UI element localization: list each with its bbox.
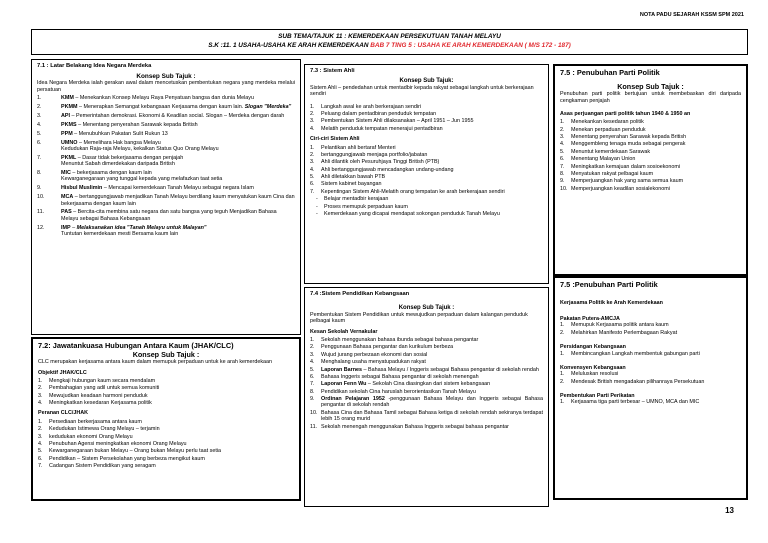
list-item [560, 379, 741, 385]
list-item [310, 145, 543, 151]
item-text: Kepentingan Sistem Ahli-Melatih orang tempatan ke arah berkerajaan sendiri [321, 188, 505, 195]
item-number: 6. [37, 139, 42, 146]
section-intro: Penubuhan parti politik bertujuan untuk membebaskan diri daripada cengkaman penjajah [560, 91, 741, 104]
section-7-5-a [553, 64, 748, 276]
item-number: 2. [37, 104, 42, 110]
item-number: 4. [310, 166, 315, 173]
item-keyword: API [61, 112, 70, 119]
list-item [310, 381, 543, 387]
item-number: 1. [560, 399, 565, 406]
section-subtitle: Konsep Sub Tajuk : [617, 81, 684, 91]
list-item [310, 352, 543, 358]
list-item [37, 131, 295, 137]
section-subtitle: Konsep Sub Tajuk : [132, 349, 200, 359]
item-text: Ahli dilantik oleh Pesuruhjaya Tinggi British (PTB) [321, 159, 440, 166]
item-text: Sekolah menggunakan bahasa ibunda sebagai bahasa pengantar [321, 337, 479, 344]
item-number: 1. [38, 418, 43, 425]
dash-bullet: - [316, 196, 318, 203]
list-item [37, 122, 295, 128]
item-keyword: PKMM [61, 104, 78, 110]
list-item [560, 134, 741, 140]
list-item [310, 367, 543, 373]
item-text: Penggunaan Bahasa pengantar dan kurikulum berbeza [321, 344, 454, 351]
vernacular-heading: Kesan Sekolah Vernakular [310, 328, 378, 335]
item-text: – Pemerintahan demokrasi. Ekonomi & Keadilan social. Slogan – Merdeka dengan darah [70, 112, 285, 119]
section-7-5-b [553, 276, 748, 500]
item-number: 3. [560, 134, 565, 141]
item-number: 2. [310, 111, 315, 118]
item-text: – [70, 224, 77, 231]
list-item [310, 167, 543, 173]
item-number: 11. [37, 209, 45, 216]
list-item [310, 104, 543, 110]
item-keyword: UMNO [61, 139, 78, 146]
item-number: 2. [560, 378, 565, 385]
item-text: Wujud jurang perbezaan ekonomi dan sosial [321, 351, 428, 358]
item-text: Ahli diletakkan bawah PTB [321, 174, 386, 181]
list-item [37, 104, 295, 110]
section-title: 7.5 :Penubuhan Parti Politik [560, 280, 658, 289]
item-number: 8. [560, 170, 565, 177]
item-number: 2. [310, 151, 315, 158]
list-item [310, 181, 543, 187]
list-item [38, 378, 294, 384]
dash-item [310, 204, 543, 210]
title-banner [31, 29, 748, 55]
list-item [310, 424, 543, 430]
section-title: 7.5 : Penubuhan Parti Politik [560, 68, 660, 77]
list-item [37, 140, 295, 153]
item-number: 1. [310, 337, 315, 344]
list-item [560, 149, 741, 155]
section-7-4 [304, 287, 549, 507]
item-text: – bekerjasama dengan kaum lain [70, 170, 152, 176]
item-text: Pembentukan Sistem Ahli dilaksanakan – April 1951 – Jun 1955 [321, 118, 474, 125]
item-text: Sistem kabinet bayangan [321, 181, 382, 188]
list-item [310, 359, 543, 365]
item-keyword: IMP [61, 224, 71, 231]
objectives-list [38, 378, 294, 407]
item-number: 6. [310, 373, 315, 380]
list-item [560, 186, 741, 192]
national-conference-heading: Persidangan Kebangsaan [560, 344, 626, 351]
list-item [310, 396, 543, 409]
list-item [560, 171, 741, 177]
item-text: Bahasa Cina dan Bahasa Tamil sebagai Bahasa ketiga di sekolah rendah sekiranya terdapat lebih 15 orang murid [321, 409, 543, 423]
list-item [560, 119, 741, 125]
list-item [310, 174, 543, 180]
roles-heading: Peranan CLC/JHAK [38, 410, 89, 417]
item-detail: Kewarganegaraan yang tunggal kepada yang melafazkan taat setia [61, 176, 223, 183]
item-text: Pendidikan – Sistem Persekolahan yang berbeza mengikut kaum [49, 455, 205, 462]
item-text: Meningkatkan kesedaran Kerjasama politik [49, 400, 152, 407]
item-number: 2. [310, 344, 315, 351]
item-number: 9. [560, 178, 565, 185]
national-conference-list [560, 351, 741, 357]
section-title: 7.4 :Sistem Pendidikan Kebangsaan [310, 291, 410, 297]
item-text: Mengkaji hubungan kaum secara mendalam [49, 377, 156, 384]
list-item [310, 374, 543, 380]
item-text: Meningkatkan kemajuan dalam sosioekonomi [571, 163, 681, 170]
item-text: Pembahagian yang adil untuk semua komuniti [49, 385, 160, 392]
item-number: 5. [560, 148, 565, 155]
item-number: 2. [38, 426, 43, 433]
item-text: bertanggungjawab menjaga portfolio/jabatan [321, 151, 428, 158]
struggle-list [560, 119, 741, 192]
list-item [310, 111, 543, 117]
item-keyword: Laporan Barnes [321, 366, 363, 373]
national-convention-list [560, 371, 741, 385]
traits-heading: Ciri-ciri Sistem Ahli [310, 136, 360, 143]
list-item [37, 185, 295, 191]
item-text: Menentang Malayan Union [571, 156, 636, 163]
item-text: – Dasar tidak bekerjasama dengan penjajah [76, 154, 184, 161]
item-number: 4. [310, 359, 315, 366]
item-number: 2. [38, 385, 43, 392]
item-keyword: PKML [61, 154, 77, 161]
dash-item [310, 211, 543, 217]
item-text: – Memelihara Hak bangsa Melayu [77, 139, 161, 146]
item-text: Kewarganegaraan bukan Melayu – Orang bukan Melayu perlu taat setia [49, 448, 222, 455]
item-number: 3. [310, 351, 315, 358]
putera-amcja-heading: Pakatan Putera-AMCJA [560, 316, 620, 323]
item-text: Sekolah menengah menggunakan Bahasa Inggeris sebagai bahasa pengantar [321, 423, 509, 430]
item-slogan: Melaksanakan idea "Tanah Melayu untuk Malayan" [76, 224, 207, 231]
list-item [310, 152, 543, 158]
list-item [38, 463, 294, 469]
item-text: Kemerdekaan yang dicapai mendapat sokongan penduduk Tanah Melayu [324, 210, 500, 217]
item-text: Menekankan kesedaran politik [571, 119, 644, 126]
item-keyword: MCA [61, 194, 74, 201]
section-title: 7.2: Jawatankuasa Hubungan Antara Kaum (JHAK/CLC) [38, 341, 234, 350]
alliance-list [560, 399, 741, 405]
section-intro: CLC merupakan kerjasama antara kaum dalam memupuk perpaduan untuk ke arah kemerdekaan [38, 359, 273, 366]
item-number: 3. [310, 159, 315, 166]
item-number: 1. [310, 144, 315, 151]
steps-list [310, 104, 543, 133]
item-detail: Menuntut Sabah dimerdekakan daripada British [61, 161, 175, 168]
item-number: 1. [560, 371, 565, 378]
list-item [38, 456, 294, 462]
list-item [310, 344, 543, 350]
item-number: 9. [310, 396, 315, 403]
section-intro: Sistem Ahli – pendedahan untuk mentadbir kepada rakyat sebagai langkah untuk berkerajaan sendiri [310, 84, 534, 98]
list-item [310, 337, 543, 343]
list-item [310, 189, 543, 195]
item-detail: Kedudukan Raja-raja Melayu, kekalkan Status Quo Orang Melayu [61, 145, 219, 152]
item-text: Menggembleng tenaga muda sebagai pengerak [571, 141, 686, 148]
item-number: 7. [38, 463, 43, 470]
item-detail: Tuntutan kemerdekaan mesti Bersama kaum lain [61, 231, 179, 237]
item-text: Menentang penyerahan Sarawak kepada British [571, 134, 687, 141]
item-number: 12. [37, 224, 45, 231]
item-keyword: PAS [61, 209, 72, 216]
item-keyword: Hisbul Muslimin [61, 185, 103, 192]
section-7-1 [31, 59, 301, 335]
list-item [310, 126, 543, 132]
header-note: NOTA PADU SEJARAH KSSM SPM 2021 [639, 12, 744, 18]
putera-amcja-list [560, 322, 741, 336]
item-text: Kedudukan Istimewa Orang Melayu – terjamin [49, 426, 160, 433]
item-text: Ahli bertanggungjawab mencadangkan undang-undang [321, 166, 454, 173]
subtopic-red: BAB 7 TING 5 : USAHA KE ARAH KEMERDEKAAN ( M/S 172 - 187) [370, 41, 571, 49]
item-number: 5. [310, 366, 315, 373]
item-text: – Sekolah Cina diasingkan dari sistem kebangsaan [366, 381, 491, 388]
section-intro: Idea Negara Merdeka ialah gerakan awal dalam mencetuskan pembentukan negara yang merdeka melalui persatuan [37, 80, 295, 93]
list-item [560, 322, 741, 328]
item-number: 1. [560, 119, 565, 126]
item-number: 8. [310, 388, 315, 395]
item-number: 10. [310, 409, 318, 416]
list-item [37, 155, 295, 168]
struggle-heading: Asas perjuangan parti politik tahun 1940 & 1950 an [560, 110, 691, 117]
item-number: 7. [310, 188, 315, 195]
item-number: 8. [37, 170, 42, 176]
item-keyword: Ordinan Pelajaran 1952 [321, 396, 385, 403]
item-number: 1. [310, 103, 315, 110]
item-text: Pendidikan sekolah Cina haruslah berorientasikan Tanah Melayu [321, 388, 476, 395]
item-text: – Mencapai kemerdekaan Tanah Melayu sebagai negara Islam [102, 185, 254, 192]
item-number: 6. [310, 181, 315, 188]
item-number: 11. [310, 423, 318, 430]
item-text: Cadangan Sistem Pendidikan yang seragam [49, 463, 156, 470]
vernacular-list [310, 337, 543, 430]
item-text: Memupuk Kerjasama politik antara kaum [571, 322, 669, 329]
item-number: 7. [560, 163, 565, 170]
section-subtitle: Konsep Sub Tajuk: [399, 77, 454, 84]
section-subtitle: Konsep Sub Tajuk : [398, 304, 455, 311]
item-text: Proses memupuk perpaduan kaum [324, 203, 408, 210]
item-number: 2. [560, 126, 565, 133]
cooperation-heading: Kerjasama Politik ke Arah Kemerdekaan [560, 299, 663, 306]
list-item [38, 448, 294, 454]
list-item [38, 441, 294, 447]
list-item [38, 426, 294, 432]
item-keyword: Laporan Fenn Wu [321, 381, 367, 388]
list-item [37, 209, 295, 222]
item-text: Belajar mentadbir kerajaan [324, 196, 389, 203]
item-number: 5. [37, 130, 42, 137]
item-text: – Menubuhkan Pakatan Sulit Rukun 13 [72, 130, 168, 137]
item-text: -penggunaan Bahasa Melayu dan Inggeris sebagai Bahasa pengantar di sekolah rendah [321, 396, 543, 409]
list-item [38, 419, 294, 425]
item-number: 3. [38, 392, 43, 399]
item-number: 4. [560, 141, 565, 148]
list-item [38, 434, 294, 440]
item-text: Menghalang usaha menyatupadukan rakyat [321, 359, 426, 366]
list-item [38, 393, 294, 399]
item-text: – Menentang penyerahan Sarawak kepada British [76, 121, 198, 128]
item-number: 5. [310, 174, 315, 181]
item-number: 5. [38, 448, 43, 455]
roles-list [38, 419, 294, 470]
subtheme-title: SUB TEMA/TAJUK 11 : KEMERDEKAAN PERSEKUTUAN TANAH MELAYU [278, 33, 501, 40]
list-item [560, 141, 741, 147]
section-subtitle: Konsep Sub Tajuk : [136, 72, 196, 80]
item-text: Langkah awal ke arah berkerajaan sendiri [321, 103, 422, 110]
list-item [37, 194, 295, 207]
item-text: Pelantikan ahli bertaraf Menteri [321, 144, 396, 151]
item-text: Melahirkan Manifesto Perlembagaan Rakyat [571, 329, 678, 336]
item-slogan: Slogan "Merdeka" [244, 104, 292, 110]
item-number: 3. [37, 112, 42, 119]
page-number: 13 [725, 506, 734, 515]
section-7-3 [304, 64, 549, 284]
party-list [37, 95, 295, 237]
item-number: 2. [560, 329, 565, 336]
subtopic-black: S.K :11. 1 USAHA-USAHA KE ARAH KEMERDEKAAN [208, 41, 369, 49]
item-text: Peluang dalam pentadbiran penduduk tempatan [321, 111, 437, 118]
item-text: – bertanggungjawab menjadikan Tanah Melayu berdilang kaum menyatukan kaum Cina dan bekerjasama dengan kaum lain [61, 194, 295, 207]
list-item [560, 330, 741, 336]
item-text: Melatih penduduk tempatan menerajui pentadbiran [321, 125, 443, 132]
list-item [38, 400, 294, 406]
list-item [560, 351, 741, 357]
item-text: Bahasa Inggeris sebagai Bahasa pengantar di sekolah menengah [321, 373, 479, 380]
item-number: 7. [37, 154, 42, 161]
section-title: 7.3 : Sistem Ahli [310, 68, 355, 74]
objectives-heading: Objektif JHAK/CLC [38, 369, 87, 376]
item-number: 1. [560, 350, 565, 357]
national-convention-heading: Konvensyen Kebangsaan [560, 364, 626, 371]
item-text: Mendesak British mengadakan pilihanraya Persekutuan [571, 378, 705, 385]
item-keyword: MIC [61, 170, 71, 176]
list-item [310, 389, 543, 395]
list-item [310, 118, 543, 124]
item-text: Penubuhan Agensi meningkatkan ekonomi Orang Melayu [49, 440, 187, 447]
item-text: – Bahasa Melayu / Inggeris sebagai Bahasa pengantar di sekolah rendah [362, 366, 539, 373]
item-text: Memperjuangkan keadilan sosialekonomi [571, 185, 670, 192]
item-text: Memperjuangkan hak yang sama semua kaum [571, 178, 684, 185]
list-item [560, 371, 741, 377]
list-item [560, 399, 741, 405]
item-text: – Bercita-cita membina satu negara dan satu bangsa yang teguh Menjadikan Bahasa Melayu sebagai Bahasa Kebangsaan [61, 209, 277, 222]
list-item [38, 385, 294, 391]
list-item [560, 156, 741, 162]
item-number: 3. [310, 118, 315, 125]
list-item [560, 127, 741, 133]
list-item [310, 410, 543, 423]
item-number: 1. [560, 322, 565, 329]
item-number: 6. [560, 156, 565, 163]
item-keyword: KMM [61, 95, 74, 102]
list-item [37, 95, 295, 101]
dash-bullet: - [316, 203, 318, 210]
item-keyword: PKMS [61, 121, 77, 128]
item-number: 1. [38, 377, 43, 384]
list-item [37, 113, 295, 119]
item-text: Kerjasama tiga parti terbesar – UMNO, MCA dan MIC [571, 399, 700, 406]
item-text: Meluluskan resolusi [571, 371, 619, 378]
subtopic-line [32, 42, 747, 50]
item-keyword: PPM [61, 130, 73, 137]
item-number: 4. [38, 440, 43, 447]
list-item [37, 170, 295, 183]
item-number: 9. [37, 185, 42, 192]
dash-item [310, 196, 543, 202]
section-7-2 [31, 337, 301, 501]
item-text: Persediaan berkerjasama antara kaum [49, 418, 142, 425]
item-text: Membincangkan Langkah membentuk gabungan parti [571, 350, 700, 357]
item-text: kedudukan ekonomi Orang Melayu [49, 433, 133, 440]
item-number: 4. [38, 400, 43, 407]
dash-bullet: - [316, 210, 318, 217]
item-text: Menuntut kemerdekaan Sarawak [571, 148, 651, 155]
list-item [560, 178, 741, 184]
item-number: 10. [37, 194, 45, 201]
importance-list [310, 196, 543, 217]
item-text: Menekan perpaduan penduduk [571, 126, 646, 133]
item-text: Mewujudkan keadaan harmoni penduduk [49, 392, 148, 399]
item-number: 10. [560, 185, 568, 192]
section-intro: Pembentukan Sistem Pendidikan untuk mewujudkan perpaduan dalam kalangan penduduk pelbagai kaum [310, 311, 528, 325]
list-item [310, 159, 543, 165]
item-number: 1. [37, 95, 42, 102]
list-item [560, 164, 741, 170]
alliance-heading: Pembentukan Parti Perikatan [560, 393, 635, 400]
item-number: 6. [38, 455, 43, 462]
item-number: 4. [310, 125, 315, 132]
item-text: – Menekankan Konsep Melayu Raya Penyatuan bangsa dan dunia Melayu [73, 95, 254, 102]
item-number: 7. [310, 381, 315, 388]
item-text: Menyatukan rakyat pelbagai kaum [571, 170, 654, 177]
item-number: 3. [38, 433, 43, 440]
item-text: – Menerapkan Semangat kebangsaan Kerjasama dengan kaum lain. [77, 104, 245, 110]
item-number: 4. [37, 121, 42, 128]
section-title: 7.1 : Latar Belakang Idea Negara Merdeka [37, 63, 152, 69]
list-item [37, 225, 295, 238]
traits-list [310, 145, 543, 196]
